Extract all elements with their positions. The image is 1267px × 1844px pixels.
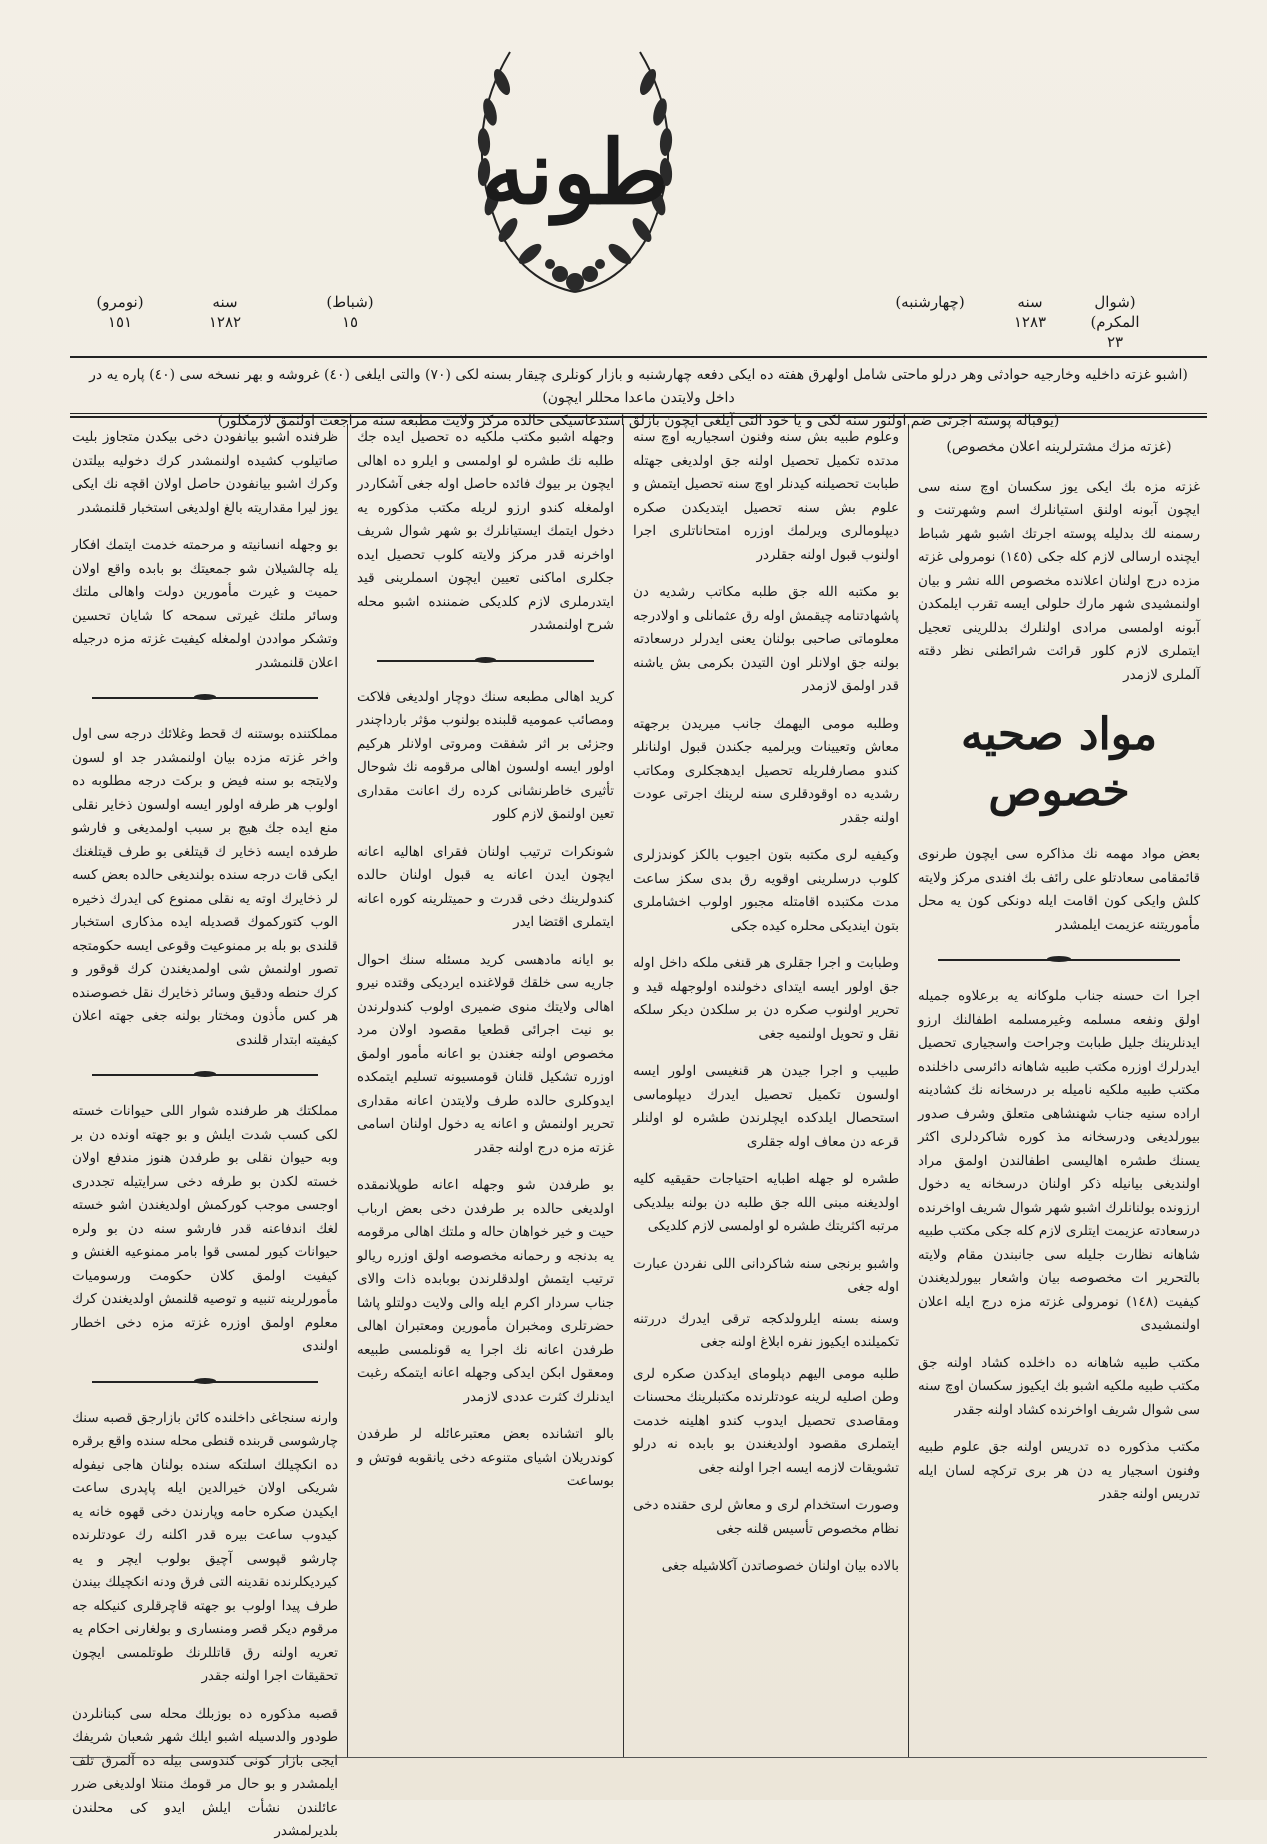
- paragraph: بو ايانه مادهسى كريد مسئله سنك احوال جاريه سى خلقك قولاغنده ايرديكى وقتده نيرو اهالى ولايتك منوى ضميرى اولوب كندولرندن بو نيت اجرائى قطعيا مقصود اولان مرد مخصوص اولنه جغندن بو اعانه مأمور اولمق اوزره تشكيل قلنان قومسيونه تسليم ايتمكده ايدوكلرى حالده طرف ولايتدن اعانه مقدارى تحرير اولنمش و اعانه يه دخول اولنان اسامى غزته مزه درج اولنه جقدر: [357, 952, 614, 1156]
- notice-divider: [70, 413, 1207, 414]
- rumi-month: (شباط): [326, 293, 374, 311]
- paragraph: وطلبه مومى اليهمك جانب ميريدن برجهته معاش وتعيينات ويرلميه جكندن قبول اولنانلر كندو مصارفلريله تحصيل ايدهجكلرى ومكاتب رشديه ده اوقودقلرى سنه لرينك اجرتى عودت اولنه جقدر: [633, 716, 899, 826]
- issue-number: [75, 292, 165, 332]
- column-heading: (غزته مزك مشترلرينه اعلان مخصوص): [946, 439, 1172, 455]
- paragraph: وكيفيه لرى مكتبه بتون اجيوب بالكز كوندزلرى كلوب درسلرينى اوقويه رق بدى سكز ساعت مدت مكتبده اقامتله مجبور اولوب اخشاملرى بتون اينديكى محلره كيده جكى: [633, 848, 899, 934]
- paragraph: واشبو برنجى سنه شاكردانى اللى نفردن عبارت اوله جغى: [633, 1256, 899, 1295]
- rumi-date: [305, 292, 395, 332]
- date-row: [0, 292, 1267, 351]
- paragraph: غزته مزه بك ايكى يوز سكسان اوچ سنه سى ايچون آبونه اولنق استيانلرك اسم وشهرتنت و رسمنه لك بدليله پوسته اجرتك اشبو شهر شباط ايچنده ارسالى لازم كله جكى (١٤٥) نومرولى غزته مزده درج اولنان اعلانده مخصوص الله نشر و بيان اولنمشيدى شهر مارك حلولى ايسه تقرب ايلمكدن آبونه اولمسى مرادى اولنلرك بدللرينى تعجيل ايتملرى لازم كلور قرائت شرائطنى نظر دقته آلملرى لازمدر: [918, 479, 1200, 683]
- hijri-day: ٢٣: [1106, 333, 1124, 351]
- paragraph: بعض مواد مهمه نك مذاكره سى ايچون طرنوى قائمقامى سعادتلو على رائف بك افندى مركز ولايته كلش وايكى كون اقامت ايله دونكى كون يه محل مأموريتنه عزيمت ايلمشدر: [918, 847, 1200, 933]
- hijri-date: [1070, 292, 1160, 352]
- paragraph: قصبه مذكوره ده بوزبلك محله سى كبنانلردن طودور والدسيله اشبو ايلك شهر شعبان شريفك ايجى بازار كونى كندوسى بيله ده آلمرق تلف ايلمشدر و بو حال مر قومك منتلا اولديغى ضرر عائلندن نشأت ايلش ايدو كى محلندن بلديرلمشدر: [72, 1706, 338, 1839]
- hijri-year-label: سنه: [1017, 293, 1043, 311]
- header-divider: [70, 356, 1207, 358]
- column-rule: [908, 424, 909, 1758]
- column-1: [918, 426, 1200, 1756]
- column-2: [633, 426, 899, 1756]
- section-separator: [938, 953, 1180, 967]
- subscription-notice: [80, 364, 1197, 433]
- paragraph: مملكتنده بوستنه ك قحط وغلائك درجه سى اول واخر غزته مزده بيان اولنمشدر جد او لسون ولايتجه بو سنه فيض و بركت درجه مطلوبه ده اولوب هر طرفه اولور ايسه اولسون ذخاير نقلى منع ايده جك هيچ بر سبب اولمديغى و فارشو طرفده ايسه ذخاير ك قيتلغى بو طرف قيتلغنك ايكى قات درجه سنده بولنديغى حالده بعض كسه لر ذخايرك اوته يه نقلى ممنوع كى ايدرك ذخيره الوب كتوركموك قصديله ايده مذكارى استخبار قلندى بو بله بر ممنوعيت وقوعى ايسه حكومتجه تصور اولنمش شى اولمديغندن كرك قوقور و كرك حنطه ودقيق وسائر ذخايرك نقل خصوصنده هر كس مأذون ومختار بولنه جغى جهته اعلان كيفيته ابتدار قلندى: [72, 727, 338, 1048]
- rumi-year: [180, 292, 270, 332]
- rumi-year-label: سنه: [212, 293, 238, 311]
- column-rule: [347, 424, 348, 1758]
- paragraph: اجرا ات حسنه جناب ملوكانه يه برعلاوه جميله اولق ونفعه مسلمه وغيرمسلمه اطفالنك ارزو ايدنلرينك جليل طبابت وجراحت واسجيارى تحصيل ايدرلرك اوزره مكتب طبيه شاهانه دائرسى داخلنده مكتب طبيه ملكيه ناميله بر درسخانه نك كشادينه اراده سنيه جناب شهنشاهى متعلق وشرف صدور بيورلديغى ودرسخانه مذ كوره شاكردلرى اكثر يسنك طشره اهاليسى اطفالندن اولمق مراد اولنديغى بيانيله ذكر اولنان درسخانه يه دخول ارزونده بولنانلرك اشبو شهر شوال شريف اواخرنده درسعادته عزيمت ايتلرى لازم كله جكى مكتب طبيه شاهانه نظارت جليله سى جانبندن مقام ولايته بالتحرير ات مخصوصه بيان واشعار بيورلديغندن كيفيت (١٤٨) نومرولى غزته مزه درج ايله اعلان اولنمشيدى: [918, 989, 1200, 1333]
- rumi-day: ١٥: [341, 313, 359, 331]
- paragraph: طبيب و اجرا جيدن هر قنغيسى اولور ايسه اولسون تكميل تحصيل ايدرك ديپلوماسى استحصال ايلدكده ايچلرندن طشره لو اولنلر قرعه دن معاف اوله جقلرى: [633, 1064, 899, 1150]
- paragraph: وجهله اشبو مكتب ملكيه ده تحصيل ايده جك طلبه نك طشره لو اولمسى و ايلرو ده اهالى ايچون بر بيوك فائده حاصل اوله جغى آشكاردر اولمغله كندو ارزو لريله مكتب مذكوره يه دخول ايتمك ايستيانلرك بو شهر شوال شريف اواخرنه قدر مركز ولايته كلوب تحصيل ايده جكلرى اماكنى تعيين ايچون اسملرينى قيد ايتدرملرى لازم كلديكى ضمننده اشبو محله شرح اولنمشدر: [357, 430, 614, 633]
- paragraph: بو مكتبه الله جق طلبه مكاتب رشديه دن پاشهادتنامه چيقمش اوله رق عثمانلى و اولادرجه معلوماتى صاحبى بولنان يعنى ايدرلر درسعادته بولنه جق اولانلر اون التيدن بكرمى بش ياشنه قدر اولمق لازمدر: [633, 585, 899, 694]
- section-separator: [92, 691, 318, 705]
- paragraph: وسنه بسنه ايلرولدكجه ترقى ايدرك دررتنه تكميلنده ايكيوز نفره ابلاغ اولنه جغى: [633, 1311, 899, 1350]
- section-separator: [92, 1375, 318, 1389]
- paragraph: مكتب طبيه شاهانه ده داخلده كشاد اولنه جق مكتب طبيه ملكيه اشبو بك ايكيوز سكسان اوچ سنه سى شوال شريف اواخرنده كشاد اولنه جقدر: [918, 1355, 1200, 1418]
- paragraph: شونكرات ترتيب اولنان فقراى اهاليه اعانه ايچون ايدن اعانه يه قبول اولنان حالده كندولرينك دخى قدرت و حميتلرينه كوره اعانه ايتملرى اقتضا ايدر: [357, 844, 614, 930]
- column-4: [72, 426, 338, 1839]
- hijri-month: (شوال المكرم): [1090, 293, 1140, 331]
- section-title: مواد صحيه خصوص: [960, 709, 1158, 816]
- issue-number-value: ١٥١: [107, 313, 133, 331]
- paragraph: طشره لو جهله اطبايه احتياجات حقيقيه كليه اولديغنه مبنى الله جق طلبه دن بولنه بيلديكى مرتبه اكثريتك طشره لو اولمسى لازم كلديكى: [633, 1172, 899, 1234]
- paragraph: بو وجهله انسانيته و مرحمته خدمت ايتمك افكار يله چالشيلان شو جمعيتك بو بابده واقع اولان حميت و غيرت مأمورين دولت واهالى ملتك وسائر ملتك غيرتى سمحه كا شايان تحسين وتشكر مواددن اولمغله كيفيت غزته مزه درجيله اعلان قلنمشدر: [72, 538, 338, 671]
- paragraph: وعلوم طبيه بش سنه وفنون اسجياريه اوچ سنه مدتده تكميل تحصيل اولنه جق اولديغى جهتله طبابت تحصيلنه كيدنلر اوچ سنه تحصيل ايتمش و علوم بش سنه تحصيل ايتديكدن صكره ديپلومالرى ويرلمك اوزره امتحاناتلرى اجرا اولنوب قبول اولنه جقلردر: [633, 430, 899, 563]
- hijri-year-value: ١٢٨٣: [1013, 313, 1047, 331]
- paragraph: بالاده بيان اولنان خصوصاتدن آكلاشيله جغى: [661, 1559, 899, 1574]
- issue-number-label: (نومرو): [96, 293, 144, 311]
- weekday: [885, 292, 975, 312]
- notice-divider-thick: [70, 416, 1207, 418]
- newspaper-title: طونه: [481, 120, 669, 224]
- column-rule: [623, 424, 624, 1758]
- footer-divider: [70, 1757, 1207, 1758]
- paragraph: كريد اهالى مطبعه سنك دوچار اولديغى فلاكت ومصائب عموميه قلبنده بولنوب مؤثر بارداچندر وجزئى بر اثر شفقت ومروتى اولانلر هركيم اولور ايسه اولسون اهالى مرقومه نك شوحال تأثيرى خاطرنشانى كرده رك اعانت مقدارى تعين اولنمق لازم كلور: [357, 689, 614, 822]
- rumi-year-value: ١٢٨٢: [208, 313, 242, 331]
- weekday-label: (چهارشنبه): [895, 293, 965, 311]
- paragraph: مكتب مذكوره ده تدريس اولنه جق علوم طبيه وفنون اسجيار يه دن هر برى تركچه لسان ايله تدريس اولنه جقدر: [918, 1440, 1200, 1502]
- paragraph: وطبابت و اجرا جقلرى هر قنغى ملكه داخل اوله جق اولور ايسه ايتداى دخولنده اولوجهله قيد و تحرير اولنوب صكره دن بر سلكدن ديكر سلكه نقل و تحويل اولنميه جغى: [633, 956, 899, 1042]
- paragraph: مملكتك هر طرفنده شوار اللى حيوانات خسته لكى كسب شدت ايلش و بو جهته اونده دن بر وبه حيوان نقلى بو طرفدن هنوز مندفع اولان خسته لكدن بو طرفه دخى سرايتيله تجددرى اوجسى موجب كوركمش اولديغندن اشو خسته لغك اندفاعنه قدر فارشو سنه دن بو ولره حيوانات كيور لمسى قوا بامر ممنوعيه الغنش و كيفيت اولمق كلان حكومت ورسوميات مأمورلرينه تنبيه و توصيه قلنمش اولديغندن كرك معلوم اولمق اوزره غزته مزه دخى اخطار اولندى: [72, 1104, 338, 1354]
- paragraph: بو طرفدن شو وجهله اعانه طوپلانمقده اولديغى حالده بر طرفدن دخى بعض ارباب حيت و خير خواهان حاله و ملتك اهالى مرقومه يه بدنجه و رحمانه مخصوصه اولق اوزره ريالو ترتيب ايتمش اولدقلرندن بوبابده ذات والاى جناب سردار اكرم ايله والى ولايت دولتلو پاشا حضرتلرى ومخبران مأمورين ومعتبران اهالى طرفدن اعانه نك اجرا يه قونلمسى طبيعه ومعقول ابكن ايدكى وجهله اعانه ايتمكه رغبت ايدنلرك كثرت عددى لازمدر: [357, 1178, 614, 1405]
- masthead: [440, 42, 710, 302]
- paragraph: ظرفنده اشبو بيانفودن دخى بيكدن متجاوز بليت صاتيلوب كشيده اولنمشدر كرك دخوليه بيلتدن وكرك اشبو بيانفودن حاصل اولان اقچه نك ايكى يوز ليرا مقداريته بالغ اولديغى استخبار قلنمشدر: [72, 430, 338, 516]
- hijri-year: [985, 292, 1075, 332]
- notice-line-2: (يوقباله پوسته اجرتى ضم اولنور سنه لكى و يا خود التى آيلغى ايچون بازلق استدعاسيكى حالده مركز ولايت مطبعه سنه مراجعت اولنمق لازمكلور): [217, 413, 1060, 429]
- paragraph: وصورت استخدام لرى و معاش لرى حقنده دخى نظام مخصوص تأسيس قلنه جغى: [633, 1498, 899, 1537]
- column-3: [357, 426, 614, 1756]
- notice-line-1: (اشبو غزته داخليه وخارجيه حوادثى وهر درلو ماحتى شامل اولهرق هفته ده ايكى دفعه چهارشنبه و بازار كونلرى چيقار بسنه لكى (٧٠) والتى ايلغى (٤٠) غروشه و بهر نسخه سى (٤٠) پاره يه در داخل ولايتدن ماعدا محللر ايچون): [89, 367, 1188, 406]
- paragraph: بالو اتشانده بعض معتبرعائله لر طرفدن كوندريلان اشياى متنوعه دخى يانقوبه فوتش و بوساعت: [357, 1427, 614, 1489]
- paragraph: طلبه مومى اليهم دپلوماى ايدكدن صكره لرى وطن اصليه لرينه عودتلرنده مكتبلرينك محسنات ومقاصدى تحصيل ايدوب كندو اهلينه خدمت ايتملرى مقصود اولديغندن بو بابده نه درلو تشويقات لازمه ايسه اجرا اولنه جغى: [633, 1366, 899, 1476]
- section-separator: [92, 1068, 318, 1082]
- section-separator: [377, 654, 594, 668]
- paragraph: وارنه سنجاغى داخلنده كائن بازارجق قصبه سنك چارشوسى قربنده قنطى محله سنده واقع برقره ده انكچيلك اسلتكه سنده بولنان هاجى نيفوله شريكى اولان خيرالدين ايله پاپدرى ساعت ايكيدن صكره حامه وپارندن دخى قهوه خانه يه كيدوب ساعت بيره قدر اكلنه رك عودتلرنده چارشو قپوسى آچيق بولوب ايچر و يه كيرديكلرنده نقدينه التى فرق ودنه انكچيلك بيندن طرف پيدا اولوب بو جهته قاچرقلرى كنيكله جه مرقوم ديكر قصر ومنسارى و بولغارنى احكام يه تعريه اولنه رق قاتللرنك طوتلمسى ايچون تحقيقات اجرا اولنه جقدر: [72, 1410, 338, 1684]
